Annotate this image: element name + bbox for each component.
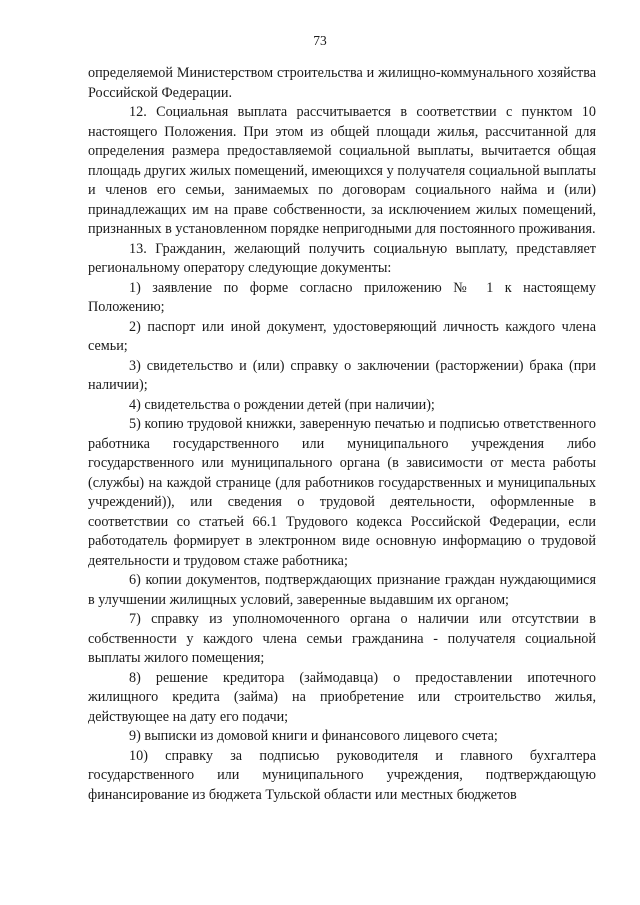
list-item: 10) справку за подписью руководителя и главного бухгалтера государственного или муниципального учреждения, подтверждающую финансирование из бюджета Тульской области или местных бюджетов — [88, 747, 596, 803]
list-item: 7) справку из уполномоченного органа о наличии или отсутствии в собственности у каждого члена семьи гражданина - получателя социальной выплаты жилого помещения; — [88, 611, 596, 666]
paragraph: 12. Социальная выплата рассчитывается в соответствии с пунктом 10 настоящего Положения. При этом из общей площади жилья, рассчитанной для определения размера предоставляемой социальной выплаты, вычитается общая площадь других жилых помещений, имеющихся у получателя социальной выплаты и членов его семьи, занимаемых по договорам социального найма и (или) принадлежащих им на праве собственности, за исключением жилых помещений, признанных в установленном порядке непригодными для постоянного проживания. — [88, 104, 596, 237]
list-item: 9) выписки из домовой книги и финансового лицевого счета; — [129, 728, 498, 744]
list-item: 5) копию трудовой книжки, заверенную печатью и подписью ответственного работника государственного или муниципального учреждения либо государственного или муниципального органа (в зависимости от места работы (службы) на каждой странице (для работников государственных и муниципальных учреждений)), или сведения о трудовой деятельности, оформленные в соответствии со статьей 66.1 Трудового кодекса Российской Федерации, если работодатель формирует в электронном виде основную информацию о трудовой деятельности и трудовом стаже работника; — [88, 416, 596, 569]
list-item: 8) решение кредитора (займодавца) о предоставлении ипотечного жилищного кредита (займа) на приобретение или строительство жилья, действующее на дату его подачи; — [88, 669, 596, 725]
list-item: 2) паспорт или иной документ, удостоверяющий личность каждого члена семьи; — [88, 318, 596, 354]
paragraph: определяемой Министерством строительства и жилищно-коммунального хозяйства Российской Федерации. — [88, 65, 596, 101]
list-item: 1) заявление по форме согласно приложению № 1 к настоящему Положению; — [88, 279, 596, 315]
list-item: 3) свидетельство и (или) справку о заключении (расторжении) брака (при наличии); — [88, 357, 596, 393]
list-item: 4) свидетельства о рождении детей (при наличии); — [129, 396, 435, 413]
paragraph: 13. Гражданин, желающий получить социальную выплату, представляет региональному оператору следующие документы: — [88, 240, 596, 276]
page-number: 73 — [313, 33, 327, 48]
list-item: 6) копии документов, подтверждающих признание граждан нуждающимися в улучшении жилищных условий, заверенные выдавшим их органом; — [88, 572, 596, 608]
document-body — [88, 64, 596, 805]
